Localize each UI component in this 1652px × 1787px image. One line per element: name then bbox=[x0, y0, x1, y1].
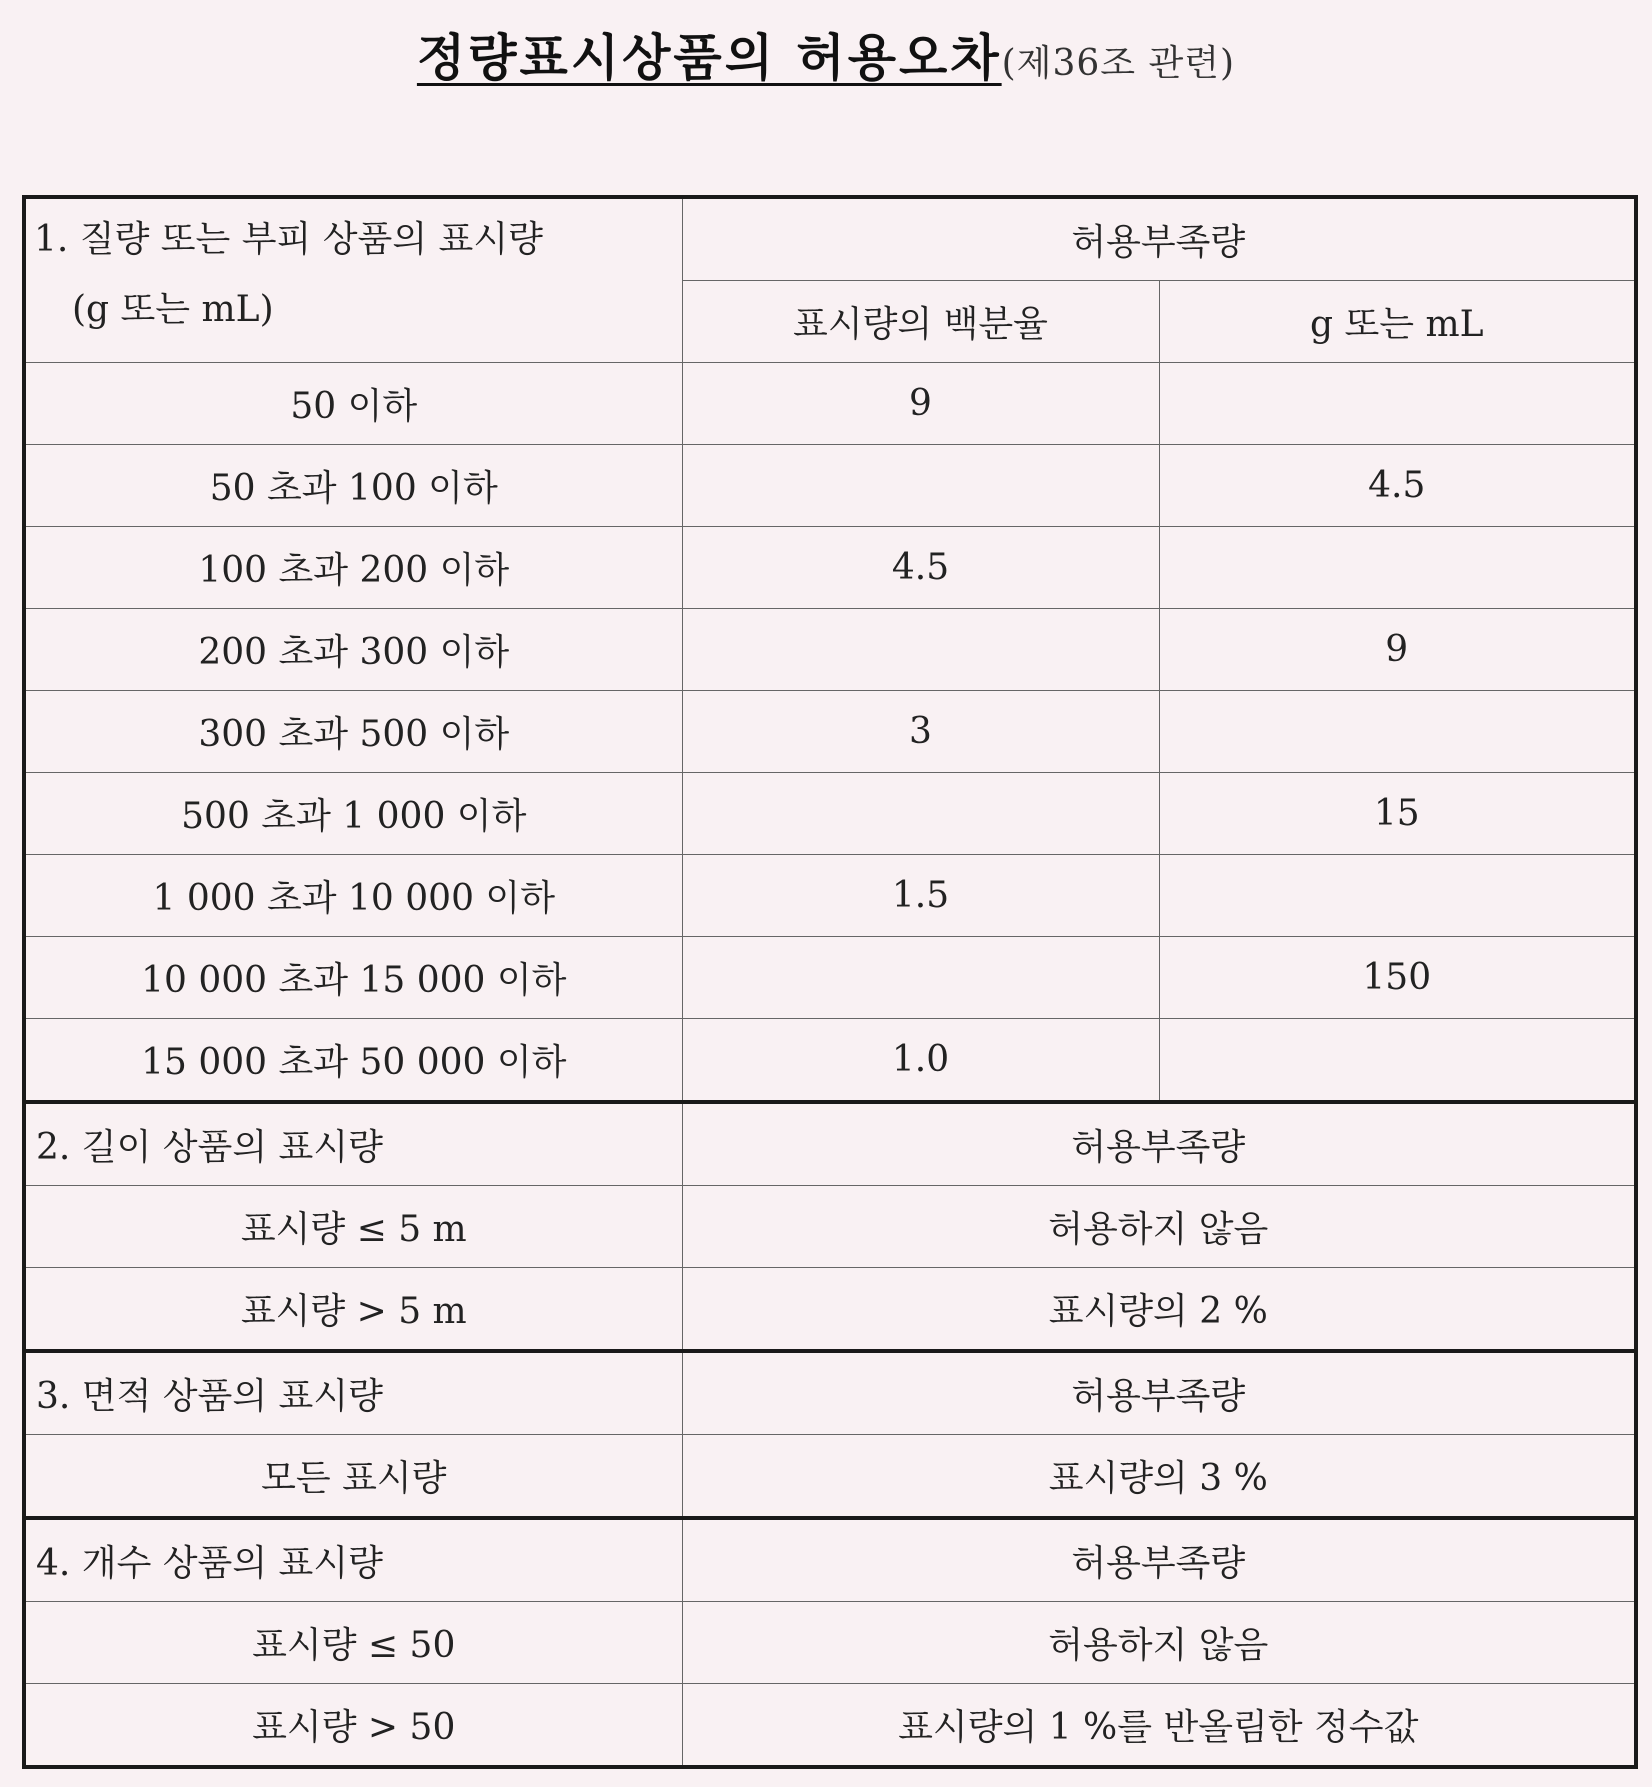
value-cell: 표시량의 3 % bbox=[682, 1435, 1636, 1519]
section3-header-row bbox=[24, 1351, 1636, 1435]
range-cell: 표시량 > 50 bbox=[24, 1684, 682, 1768]
table-row bbox=[24, 1602, 1636, 1684]
percent-cell bbox=[682, 609, 1159, 691]
section1-header-line1: 1. 질량 또는 부피 상품의 표시량 bbox=[34, 219, 543, 260]
value-cell: 허용하지 않음 bbox=[682, 1602, 1636, 1684]
unit-cell: 15 bbox=[1159, 773, 1636, 855]
document-title bbox=[0, 18, 1652, 90]
value-cell: 표시량의 1 %를 반올림한 정수값 bbox=[682, 1684, 1636, 1768]
percent-cell bbox=[682, 773, 1159, 855]
section2-header-row bbox=[24, 1102, 1636, 1186]
unit-cell bbox=[1159, 363, 1636, 445]
range-cell: 모든 표시량 bbox=[24, 1435, 682, 1519]
unit-cell: 150 bbox=[1159, 937, 1636, 1019]
section1-header-label bbox=[24, 197, 682, 363]
value-cell: 표시량의 2 % bbox=[682, 1268, 1636, 1352]
range-cell: 1 000 초과 10 000 이하 bbox=[24, 855, 682, 937]
table-row bbox=[24, 855, 1636, 937]
section3-header-group: 허용부족량 bbox=[682, 1351, 1636, 1435]
range-cell: 50 이하 bbox=[24, 363, 682, 445]
table-row bbox=[24, 1268, 1636, 1352]
range-cell: 200 초과 300 이하 bbox=[24, 609, 682, 691]
percent-cell: 3 bbox=[682, 691, 1159, 773]
section4-header-row bbox=[24, 1518, 1636, 1602]
range-cell: 500 초과 1 000 이하 bbox=[24, 773, 682, 855]
range-cell: 표시량 > 5 m bbox=[24, 1268, 682, 1352]
unit-cell bbox=[1159, 691, 1636, 773]
section4-label: 4. 개수 상품의 표시량 bbox=[24, 1518, 682, 1602]
table-row bbox=[24, 1019, 1636, 1103]
percent-cell bbox=[682, 445, 1159, 527]
unit-cell bbox=[1159, 855, 1636, 937]
section1-col-unit: g 또는 mL bbox=[1159, 281, 1636, 363]
section1-col-percent: 표시량의 백분율 bbox=[682, 281, 1159, 363]
range-cell: 표시량 ≤ 5 m bbox=[24, 1186, 682, 1268]
unit-cell: 4.5 bbox=[1159, 445, 1636, 527]
percent-cell: 1.5 bbox=[682, 855, 1159, 937]
range-cell: 10 000 초과 15 000 이하 bbox=[24, 937, 682, 1019]
table-row bbox=[24, 1186, 1636, 1268]
table-row bbox=[24, 1684, 1636, 1768]
range-cell: 표시량 ≤ 50 bbox=[24, 1602, 682, 1684]
unit-cell bbox=[1159, 527, 1636, 609]
table-row bbox=[24, 773, 1636, 855]
table-row bbox=[24, 1435, 1636, 1519]
percent-cell bbox=[682, 937, 1159, 1019]
title-sub: (제36조 관련) bbox=[1001, 43, 1236, 84]
table-row bbox=[24, 445, 1636, 527]
table-row bbox=[24, 937, 1636, 1019]
section1-header-line2: (g 또는 mL) bbox=[72, 289, 274, 330]
section2-header-group: 허용부족량 bbox=[682, 1102, 1636, 1186]
section4-header-group: 허용부족량 bbox=[682, 1518, 1636, 1602]
section2-label: 2. 길이 상품의 표시량 bbox=[24, 1102, 682, 1186]
table-row bbox=[24, 609, 1636, 691]
unit-cell: 9 bbox=[1159, 609, 1636, 691]
value-cell: 허용하지 않음 bbox=[682, 1186, 1636, 1268]
unit-cell bbox=[1159, 1019, 1636, 1103]
percent-cell: 1.0 bbox=[682, 1019, 1159, 1103]
table-row bbox=[24, 363, 1636, 445]
percent-cell: 4.5 bbox=[682, 527, 1159, 609]
section3-label: 3. 면적 상품의 표시량 bbox=[24, 1351, 682, 1435]
percent-cell: 9 bbox=[682, 363, 1159, 445]
range-cell: 100 초과 200 이하 bbox=[24, 527, 682, 609]
range-cell: 300 초과 500 이하 bbox=[24, 691, 682, 773]
tolerance-table bbox=[22, 195, 1638, 1769]
range-cell: 50 초과 100 이하 bbox=[24, 445, 682, 527]
table-row bbox=[24, 527, 1636, 609]
title-main: 정량표시상품의 허용오차 bbox=[416, 29, 1002, 87]
table-row bbox=[24, 691, 1636, 773]
range-cell: 15 000 초과 50 000 이하 bbox=[24, 1019, 682, 1103]
section1-header-group: 허용부족량 bbox=[682, 197, 1636, 281]
